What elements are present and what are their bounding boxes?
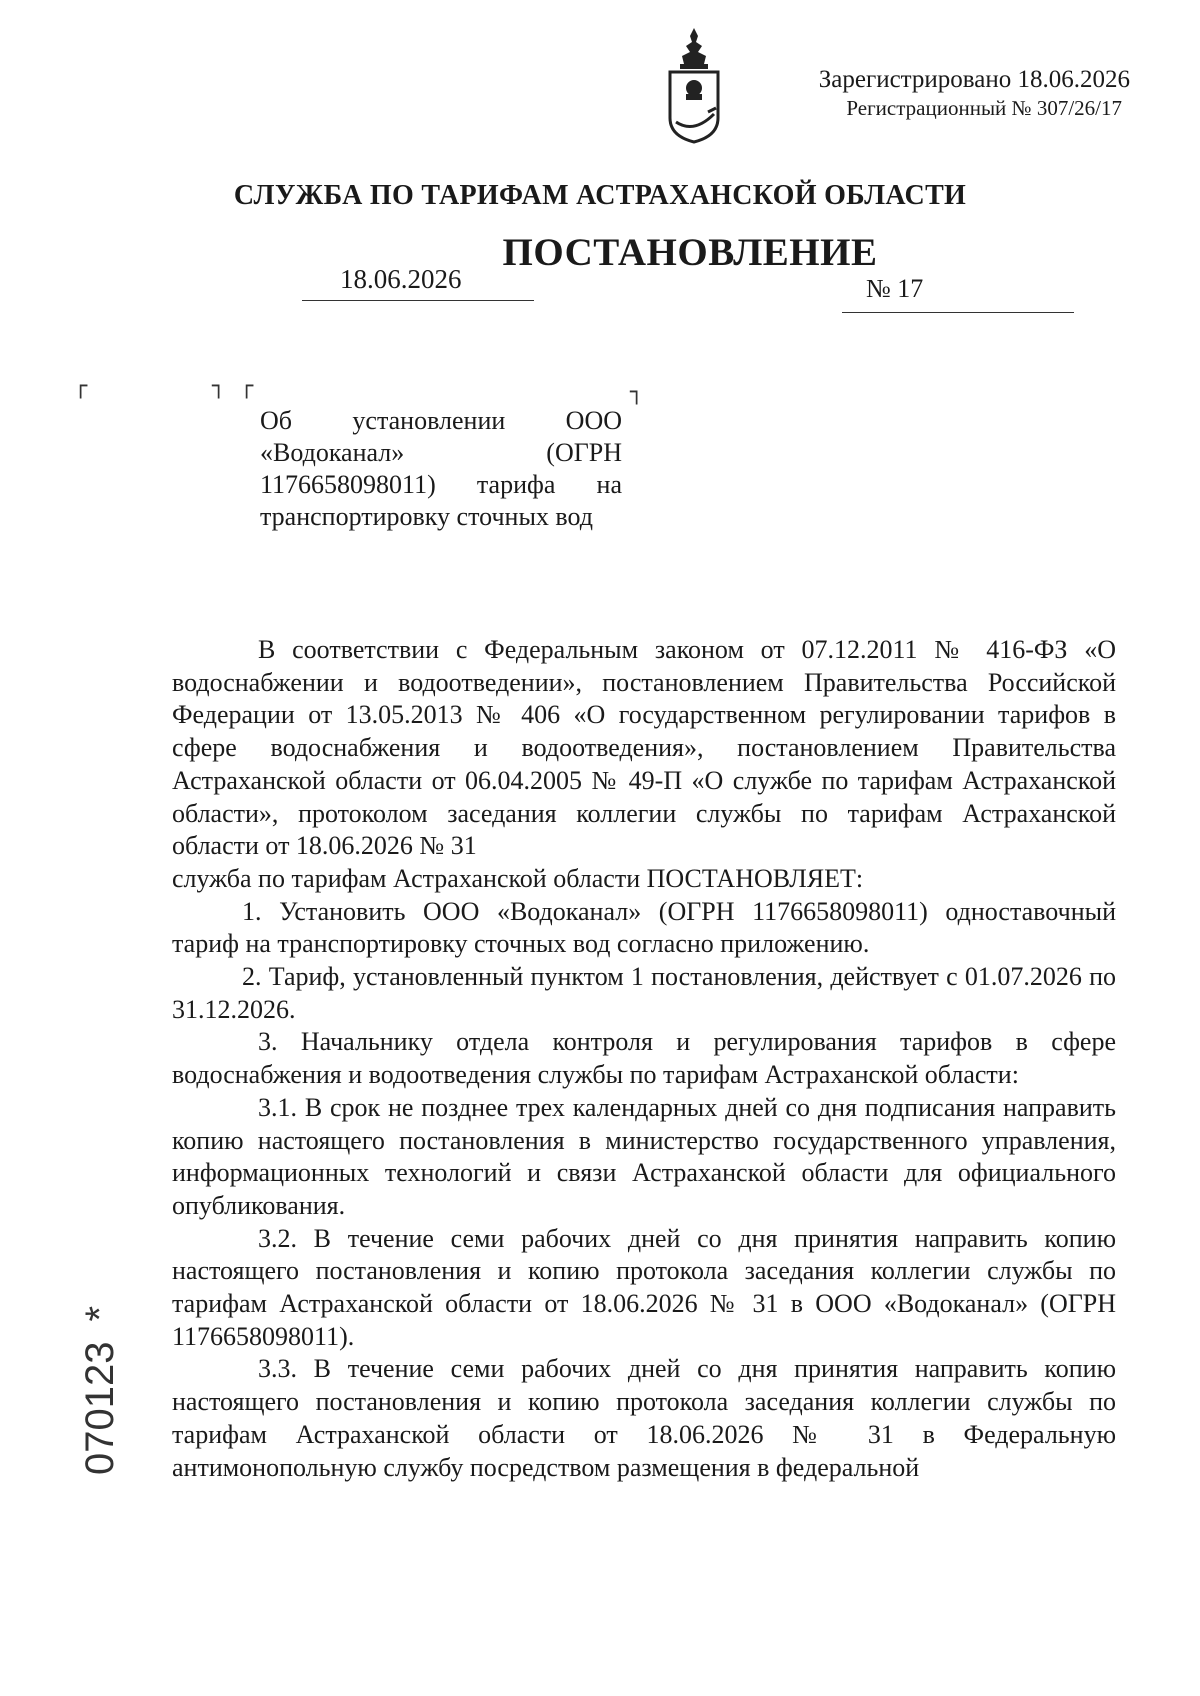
document-type: ПОСТАНОВЛЕНИЕ	[502, 231, 878, 274]
margin-code-number: 070123	[77, 1341, 122, 1475]
preamble-paragraph: В соответствии с Федеральным законом от 07.12.2011 № 416-ФЗ «О водоснабжении и водоотведении», постановлением Правительства Российской Федерации от 13.05.2013 № 406 «О государственном регулировании тарифов в сфере водоснабжения и водоотведения», постановлением Правительства Астраханской области от 06.04.2005 № 49-П «О службе по тарифам Астраханской области», протоколом заседания коллегии службы по тарифам Астраханской области от 18.06.2026 № 31	[172, 635, 1116, 861]
document-number: № 17	[866, 274, 924, 303]
organization-title: СЛУЖБА ПО ТАРИФАМ АСТРАХАНСКОЙ ОБЛАСТИ	[233, 180, 967, 211]
item-3: 3. Начальнику отдела контроля и регулирования тарифов в сфере водоснабжения и водоотведения службы по тарифам Астраханской области:	[172, 1027, 1116, 1090]
corner-mark-mid-right: ┐	[212, 374, 226, 399]
number-underline	[842, 312, 1074, 313]
coat-of-arms-emblem	[658, 22, 730, 146]
document-date: 18.06.2026	[340, 264, 462, 294]
margin-code	[65, 1305, 135, 1475]
item-1: 1. Установить ООО «Водоканал» (ОГРН 1176658098011) одноставочный тариф на транспортировку сточных вод согласно приложению.	[172, 896, 1116, 959]
date-underline	[302, 300, 534, 301]
item-3-1: 3.1. В срок не позднее трех календарных дней со дня подписания направить копию настоящего постановления в министерство государственного управления, информационных технологий и связи Астраханской области для официального опубликования.	[172, 1092, 1116, 1220]
margin-star: *	[77, 1305, 122, 1322]
registration-date: Зарегистрировано 18.06.2026	[818, 66, 1130, 93]
document-subject: Об установлении ООО «Водоканал» (ОГРН 1176658098011) тарифа на транспортировку сточных вод	[260, 406, 622, 531]
item-2: 2. Тариф, установленный пунктом 1 постановления, действует с 01.07.2026 по 31.12.2026.	[172, 962, 1116, 1024]
document-body	[172, 634, 1116, 1484]
resolves-line: служба по тарифам Астраханской области ПОСТАНОВЛЯЕТ:	[172, 863, 864, 893]
corner-mark-mid-left: ┌	[240, 374, 254, 399]
corner-mark-right-top: ┐	[630, 380, 644, 405]
registration-number: Регистрационный № 307/26/17	[846, 96, 1122, 120]
item-3-2: 3.2. В течение семи рабочих дней со дня принятия направить копию настоящего постановления и копию протокола заседания коллегии службы по тарифам Астраханской области от 18.06.2026 № 31 в ООО «Водоканал» (ОГРН 1176658098011).	[172, 1223, 1116, 1351]
item-3-3: 3.3. В течение семи рабочих дней со дня принятия направить копию настоящего постановления и копию протокола заседания коллегии службы по тарифам Астраханской области от 18.06.2026 № 31 в Федеральную антимонопольную службу посредством размещения в федеральной	[172, 1354, 1116, 1482]
corner-mark-left-top: ┌	[74, 374, 88, 399]
